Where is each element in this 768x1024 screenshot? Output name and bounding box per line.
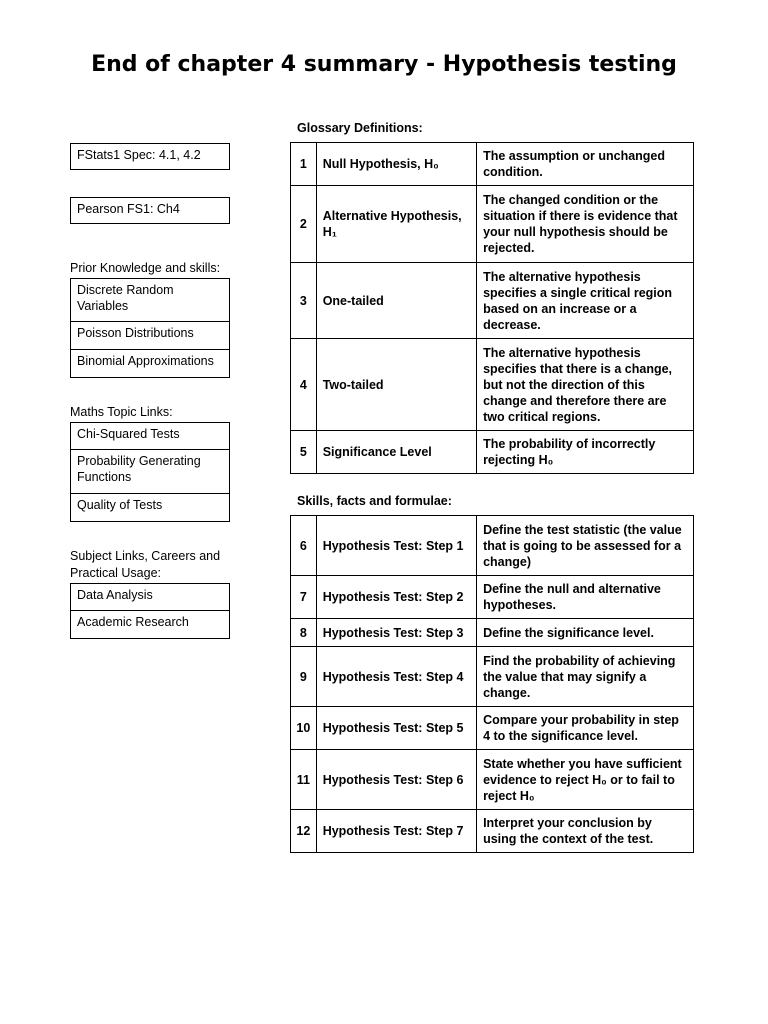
term-cell: Hypothesis Test: Step 6	[316, 750, 476, 810]
row-number: 4	[291, 339, 317, 431]
table-row	[291, 576, 694, 619]
maths-item: Chi-Squared Tests	[70, 422, 230, 450]
definition-cell: Define the null and alternative hypotheses.	[477, 576, 694, 619]
term-cell: Hypothesis Test: Step 1	[316, 516, 476, 576]
definition-cell: Define the significance level.	[477, 619, 694, 647]
definition-cell: The alternative hypothesis specifies that there is a change, but not the direction of this change and therefore there are two critical regions.	[477, 339, 694, 431]
term-cell: Hypothesis Test: Step 7	[316, 810, 476, 853]
prior-knowledge-label: Prior Knowledge and skills:	[70, 261, 221, 275]
term-cell: Alternative Hypothesis, H₁	[316, 186, 476, 263]
table-row	[291, 143, 694, 186]
term-cell: One-tailed	[316, 263, 476, 339]
page-title: End of chapter 4 summary - Hypothesis testing	[91, 52, 677, 77]
table-row	[291, 263, 694, 339]
definition-cell: State whether you have sufficient evidence to reject H₀ or to fail to reject H₀	[477, 750, 694, 810]
prior-item: Poisson Distributions	[70, 322, 230, 350]
row-number: 7	[291, 576, 317, 619]
spec-box: FStats1 Spec: 4.1, 4.2	[70, 143, 230, 170]
definition-cell: Define the test statistic (the value that is going to be assessed for a change)	[477, 516, 694, 576]
term-cell: Two-tailed	[316, 339, 476, 431]
row-number: 12	[291, 810, 317, 853]
maths-item: Probability Generating Functions	[70, 450, 230, 494]
table-row	[291, 186, 694, 263]
table-row	[291, 339, 694, 431]
definition-cell: The alternative hypothesis specifies a single critical region based on an increase or a decrease.	[477, 263, 694, 339]
row-number: 6	[291, 516, 317, 576]
skills-label: Skills, facts and formulae:	[297, 494, 452, 508]
maths-topic-label: Maths Topic Links:	[70, 405, 173, 419]
table-row	[291, 810, 694, 853]
subject-item: Academic Research	[70, 611, 230, 639]
definition-cell: Find the probability of achieving the value that may signify a change.	[477, 647, 694, 707]
term-cell: Significance Level	[316, 431, 476, 474]
term-cell: Hypothesis Test: Step 3	[316, 619, 476, 647]
definition-cell: The changed condition or the situation if there is evidence that your null hypothesis should be rejected.	[477, 186, 694, 263]
prior-item: Binomial Approximations	[70, 350, 230, 378]
definition-cell: The assumption or unchanged condition.	[477, 143, 694, 186]
subject-links-list	[70, 583, 230, 639]
glossary-label: Glossary Definitions:	[297, 121, 423, 135]
table-row	[291, 619, 694, 647]
term-cell: Hypothesis Test: Step 4	[316, 647, 476, 707]
subject-links-label: Subject Links, Careers and Practical Usage:	[70, 549, 221, 580]
skills-table	[290, 515, 694, 853]
table-row	[291, 707, 694, 750]
table-row	[291, 647, 694, 707]
row-number: 5	[291, 431, 317, 474]
term-cell: Null Hypothesis, H₀	[316, 143, 476, 186]
definition-cell: Interpret your conclusion by using the context of the test.	[477, 810, 694, 853]
prior-knowledge-list	[70, 278, 230, 378]
maths-item: Quality of Tests	[70, 494, 230, 522]
subject-item: Data Analysis	[70, 583, 230, 611]
definition-cell: Compare your probability in step 4 to the significance level.	[477, 707, 694, 750]
row-number: 2	[291, 186, 317, 263]
table-row	[291, 431, 694, 474]
maths-topic-list	[70, 422, 230, 522]
pearson-box: Pearson FS1: Ch4	[70, 197, 230, 224]
table-row	[291, 516, 694, 576]
row-number: 11	[291, 750, 317, 810]
glossary-table	[290, 142, 694, 474]
row-number: 9	[291, 647, 317, 707]
row-number: 10	[291, 707, 317, 750]
prior-item: Discrete Random Variables	[70, 278, 230, 322]
row-number: 8	[291, 619, 317, 647]
definition-cell: The probability of incorrectly rejecting H₀	[477, 431, 694, 474]
table-row	[291, 750, 694, 810]
row-number: 3	[291, 263, 317, 339]
term-cell: Hypothesis Test: Step 5	[316, 707, 476, 750]
row-number: 1	[291, 143, 317, 186]
term-cell: Hypothesis Test: Step 2	[316, 576, 476, 619]
